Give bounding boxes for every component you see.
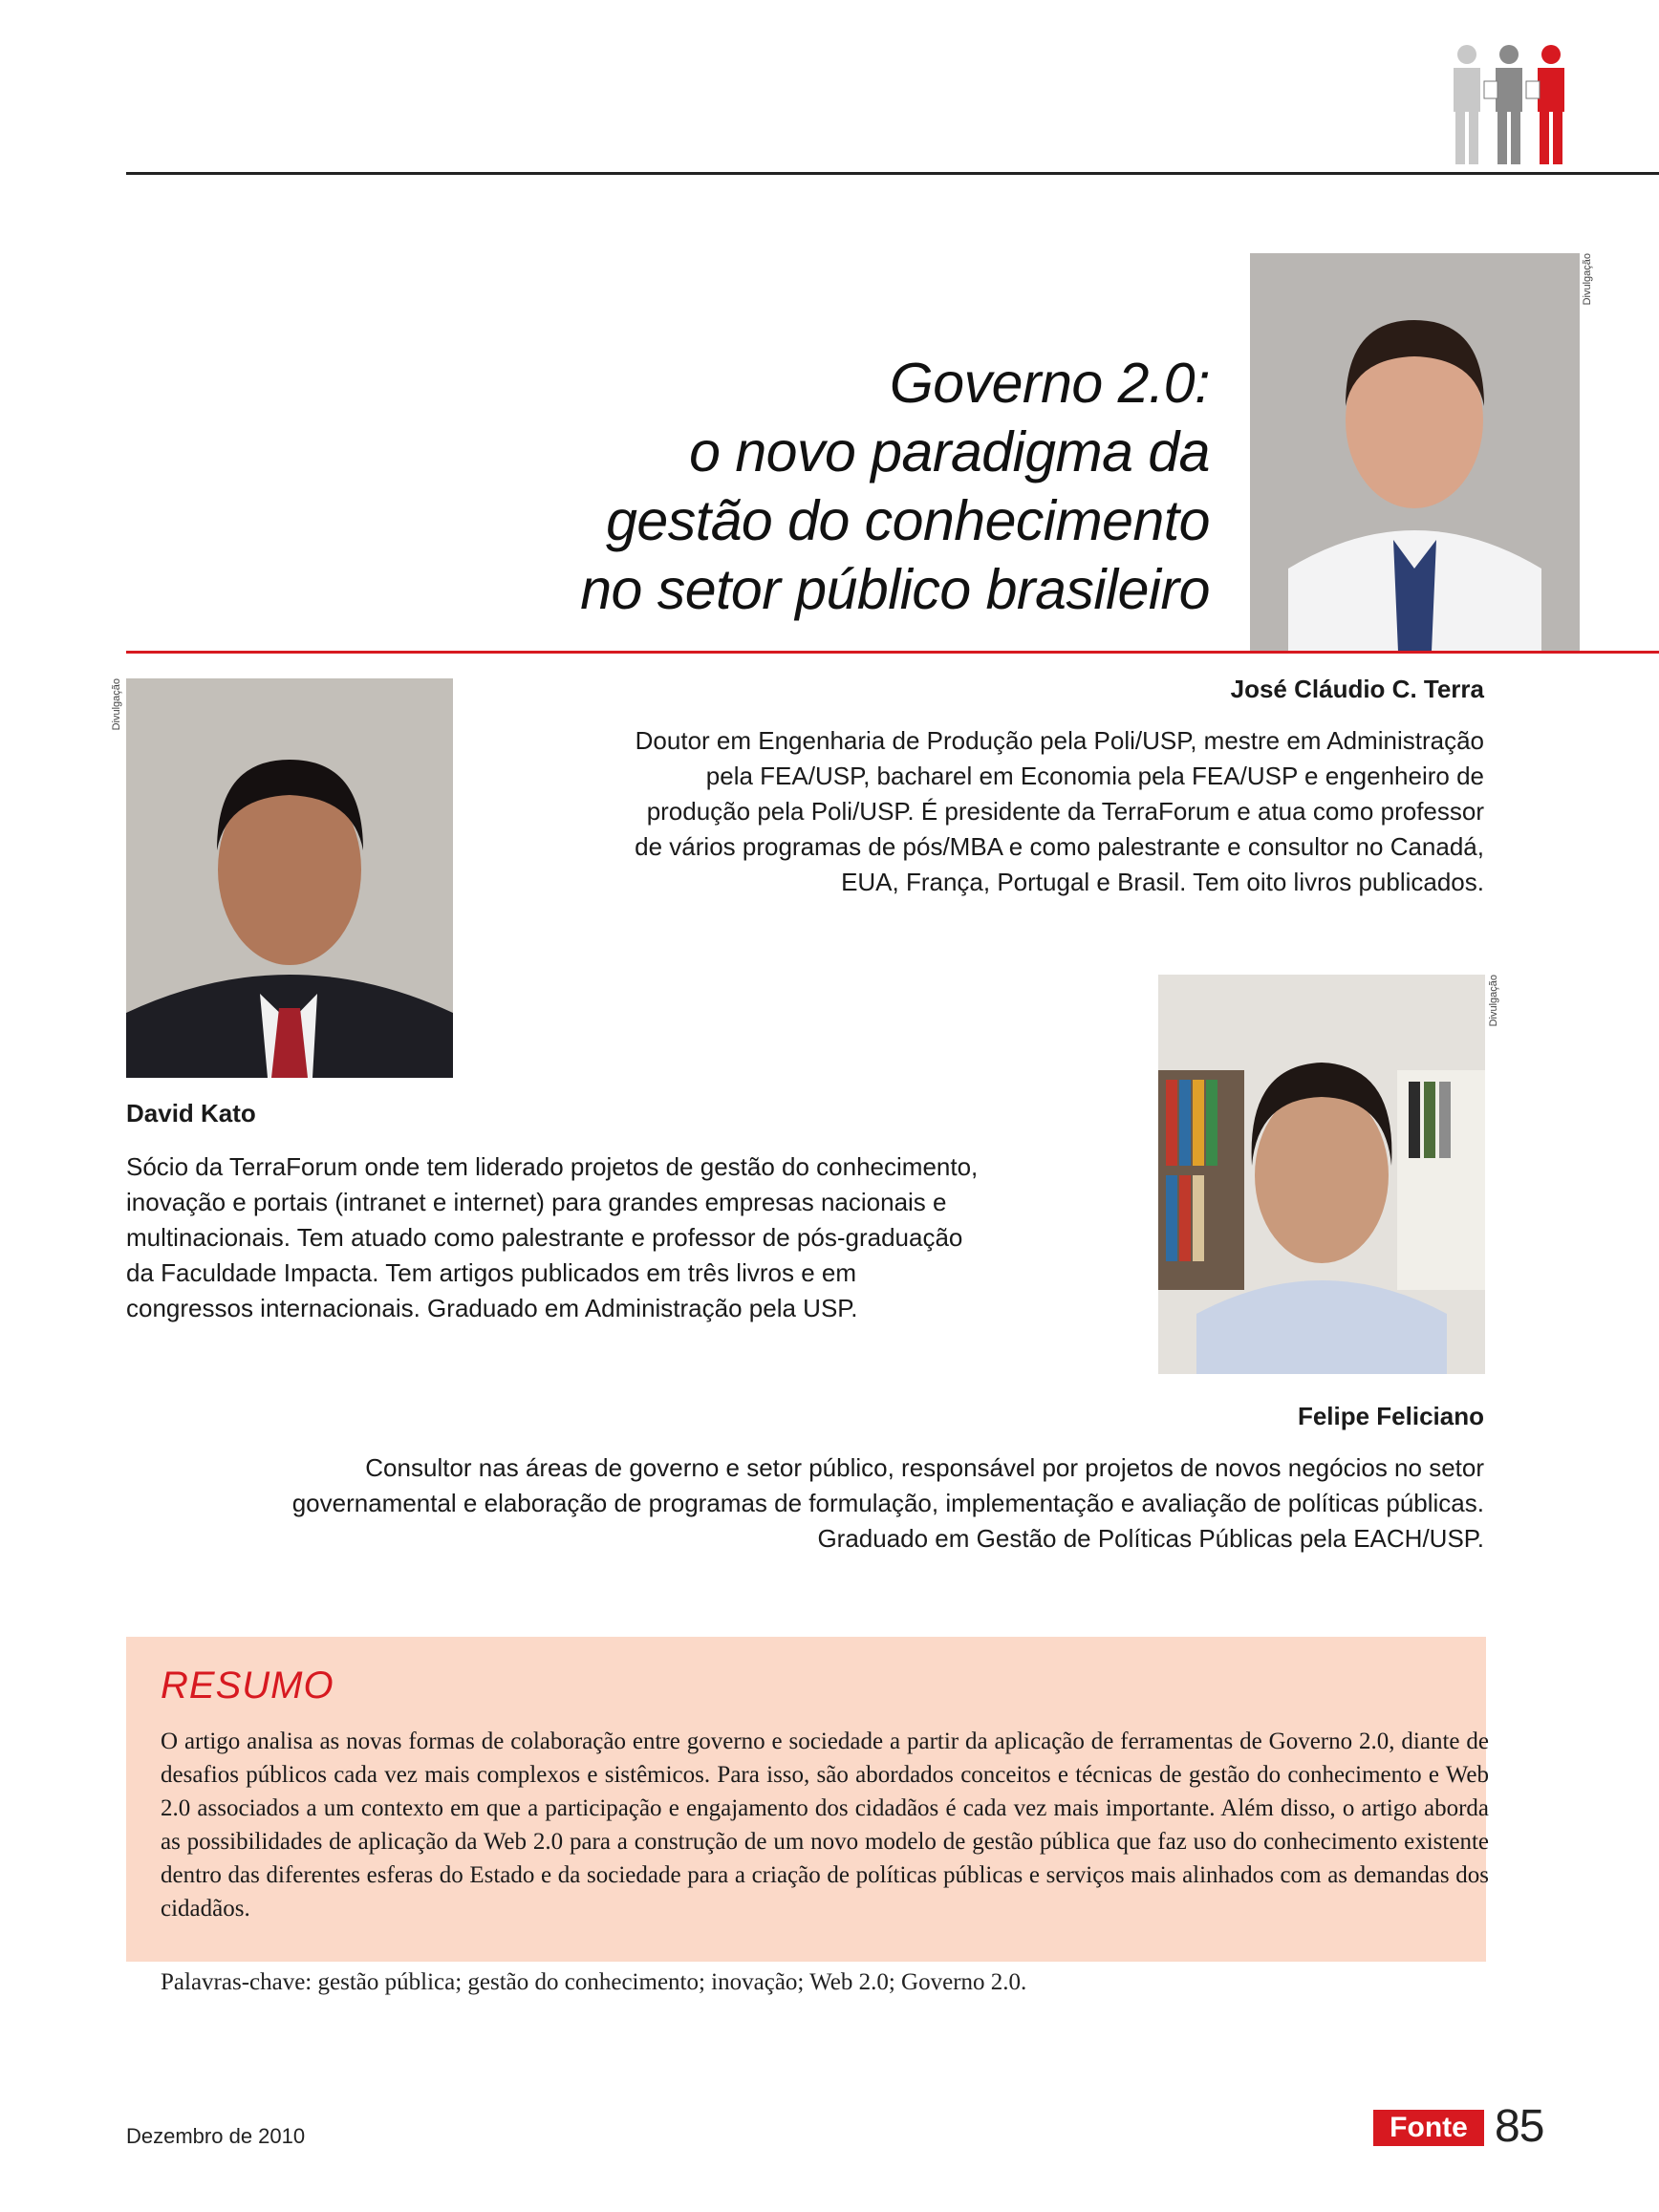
bio-line: de vários programas de pós/MBA e como palestrante e consultor no Canadá, xyxy=(635,832,1484,861)
bio-line: governamental e elaboração de programas de formulação, implementação e avaliação de políticas públicas. xyxy=(291,1489,1484,1517)
magazine-badge: Fonte xyxy=(1373,2110,1484,2146)
title-line: gestão do conhecimento xyxy=(606,489,1210,552)
author-bio xyxy=(433,723,1484,900)
author-bio xyxy=(126,1149,1130,1326)
bio-line: Consultor nas áreas de governo e setor público, responsável por projetos de novos negócios no setor xyxy=(365,1453,1484,1482)
title-line: o novo paradigma da xyxy=(689,420,1210,483)
top-rule xyxy=(126,172,1659,175)
bio-line: da Faculdade Impacta. Tem artigos publicados em três livros e em xyxy=(126,1258,856,1287)
bio-line: EUA, França, Portugal e Brasil. Tem oito livros publicados. xyxy=(841,868,1484,896)
author-bio xyxy=(127,1450,1484,1557)
photo-credit: Divulgação xyxy=(111,678,122,731)
footer-date: Dezembro de 2010 xyxy=(126,2124,306,2148)
author-photo-kato xyxy=(126,678,453,1078)
bio-line: Graduado em Gestão de Políticas Públicas pela EACH/USP. xyxy=(817,1524,1484,1553)
author-name: Felipe Feliciano xyxy=(1297,1402,1484,1430)
photo-credit: Divulgação xyxy=(1488,975,1499,1027)
title-rule xyxy=(126,651,1659,654)
bio-line: multinacionais. Tem atuado como palestrante e professor de pós-graduação xyxy=(126,1223,963,1252)
article-title xyxy=(350,349,1210,624)
abstract-heading: RESUMO xyxy=(161,1664,334,1707)
author-photo-terra xyxy=(1250,253,1580,652)
people-icon xyxy=(1448,43,1574,167)
keywords: Palavras-chave: gestão pública; gestão do conhecimento; inovação; Web 2.0; Governo 2.0. xyxy=(161,1969,1027,1995)
bio-line: Sócio da TerraForum onde tem liderado projetos de gestão do conhecimento, xyxy=(126,1152,979,1181)
author-name: David Kato xyxy=(126,1099,256,1127)
bio-line: pela FEA/USP, bacharel em Economia pela FEA/USP e engenheiro de xyxy=(705,762,1484,790)
bio-line: produção pela Poli/USP. É presidente da TerraForum e atua como professor xyxy=(646,797,1484,826)
bio-line: Doutor em Engenharia de Produção pela Poli/USP, mestre em Administração xyxy=(635,726,1484,755)
author-photo-feliciano xyxy=(1158,975,1485,1374)
abstract-text: O artigo analisa as novas formas de colaboração entre governo e sociedade a partir da aplicação de ferramentas de Governo 2.0, diante de desafios públicos cada vez mais complexos e sistêmicos. Para isso, são abordados conceitos e técnicas de gestão do conhecimento e Web 2.0 associados a um contexto em que a participação e engajamento dos cidadãos é cada vez mais importante. Além disso, o artigo aborda as possibilidades de aplicação da Web 2.0 para a construção de um novo modelo de gestão pública que faz uso do conhecimento existente dentro das diferentes esferas do Estado e da sociedade para a criação de políticas públicas e serviços mais alinhados com as demandas dos cidadãos. xyxy=(161,1729,1489,1922)
title-line: no setor público brasileiro xyxy=(580,558,1210,621)
photo-credit: Divulgação xyxy=(1582,253,1593,306)
bio-line: congressos internacionais. Graduado em Administração pela USP. xyxy=(126,1294,858,1322)
bio-line: inovação e portais (intranet e internet) para grandes empresas nacionais e xyxy=(126,1188,947,1216)
title-line: Governo 2.0: xyxy=(889,352,1210,415)
page-number: 85 xyxy=(1495,2101,1544,2152)
author-name: José Cláudio C. Terra xyxy=(1230,675,1484,703)
